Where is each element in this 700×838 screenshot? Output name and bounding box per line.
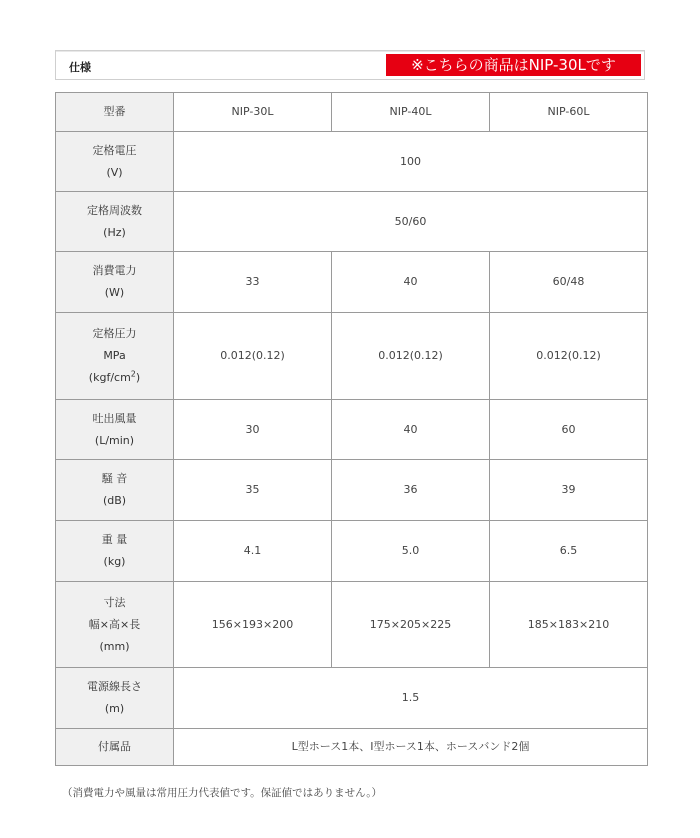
weight-unit: (kg) xyxy=(103,555,126,568)
table-row-cord xyxy=(56,668,648,729)
pressure-value: 0.012(0.12) xyxy=(490,313,648,400)
cord-label: 電源線長さ xyxy=(87,680,142,693)
table-row-pressure xyxy=(56,313,648,400)
dimensions-value: 175×205×225 xyxy=(332,582,490,668)
power-label-cell xyxy=(56,252,174,313)
table-row-airflow xyxy=(56,400,648,460)
table-row-model xyxy=(56,93,648,132)
pressure-label: 定格圧力 xyxy=(92,327,137,340)
frequency-label-cell xyxy=(56,192,174,252)
airflow-unit: (L/min) xyxy=(94,433,135,447)
noise-label-cell xyxy=(56,460,174,521)
power-unit: (W) xyxy=(104,286,125,299)
model-cell: NIP-60L xyxy=(490,93,648,132)
noise-unit: (dB) xyxy=(102,494,127,507)
frequency-value: 50/60 xyxy=(174,192,648,252)
table-row-frequency xyxy=(56,192,648,252)
footnote: （消費電力や風量は常用圧力代表値です。保証値ではありません。） xyxy=(62,787,383,799)
table-row-weight xyxy=(56,521,648,582)
dimensions-unit: (mm) xyxy=(99,639,130,653)
dimensions-label-cell xyxy=(56,582,174,668)
pressure-label-cell xyxy=(56,313,174,400)
dimensions-label: 寸法 xyxy=(103,595,126,609)
power-value: 40 xyxy=(332,252,490,313)
weight-value: 6.5 xyxy=(490,521,648,582)
model-cell: NIP-30L xyxy=(174,93,332,132)
table-row-accessories xyxy=(56,729,648,766)
frequency-label: 定格周波数 xyxy=(87,203,142,217)
model-cell: NIP-40L xyxy=(332,93,490,132)
table-row-noise xyxy=(56,460,648,521)
airflow-value: 60 xyxy=(490,400,648,460)
power-value: 60/48 xyxy=(490,252,648,313)
voltage-value: 100 xyxy=(174,132,648,192)
weight-label-cell xyxy=(56,521,174,582)
voltage-label: 定格電圧 xyxy=(92,143,137,157)
spec-table xyxy=(55,92,648,766)
cord-unit: (m) xyxy=(104,702,125,715)
accessories-value: L型ホース1本、I型ホース1本、ホースバンド2個 xyxy=(174,729,648,766)
airflow-label: 吐出風量 xyxy=(92,411,137,425)
dimensions-sub: 幅×高×長 xyxy=(88,617,141,631)
product-notice-banner: ※こちらの商品はNIP-30Lです xyxy=(386,54,641,76)
dimensions-value: 185×183×210 xyxy=(490,582,648,668)
weight-value: 4.1 xyxy=(174,521,332,582)
noise-label: 騒 音 xyxy=(101,472,128,485)
airflow-value: 30 xyxy=(174,400,332,460)
pressure-unit-mpa: MPa xyxy=(103,349,126,362)
pressure-value: 0.012(0.12) xyxy=(332,313,490,400)
weight-value: 5.0 xyxy=(332,521,490,582)
power-label: 消費電力 xyxy=(92,264,137,277)
power-value: 33 xyxy=(174,252,332,313)
noise-value: 39 xyxy=(490,460,648,521)
table-row-power xyxy=(56,252,648,313)
dimensions-value: 156×193×200 xyxy=(174,582,332,668)
voltage-unit: (V) xyxy=(106,165,123,179)
frequency-unit: (Hz) xyxy=(103,225,126,239)
weight-label: 重 量 xyxy=(101,533,128,546)
noise-value: 35 xyxy=(174,460,332,521)
accessories-label: 付属品 xyxy=(56,729,174,766)
airflow-value: 40 xyxy=(332,400,490,460)
airflow-label-cell xyxy=(56,400,174,460)
table-row-voltage xyxy=(56,132,648,192)
section-title: 仕様 xyxy=(69,61,91,74)
table-row-dimensions xyxy=(56,582,648,668)
pressure-value: 0.012(0.12) xyxy=(174,313,332,400)
noise-value: 36 xyxy=(332,460,490,521)
spec-header-bar xyxy=(55,50,645,80)
voltage-label-cell xyxy=(56,132,174,192)
pressure-unit-kgf: $(kgf/cm^2)$ xyxy=(88,369,141,384)
model-label: 型番 xyxy=(56,93,174,132)
cord-label-cell xyxy=(56,668,174,729)
cord-value: 1.5 xyxy=(174,668,648,729)
